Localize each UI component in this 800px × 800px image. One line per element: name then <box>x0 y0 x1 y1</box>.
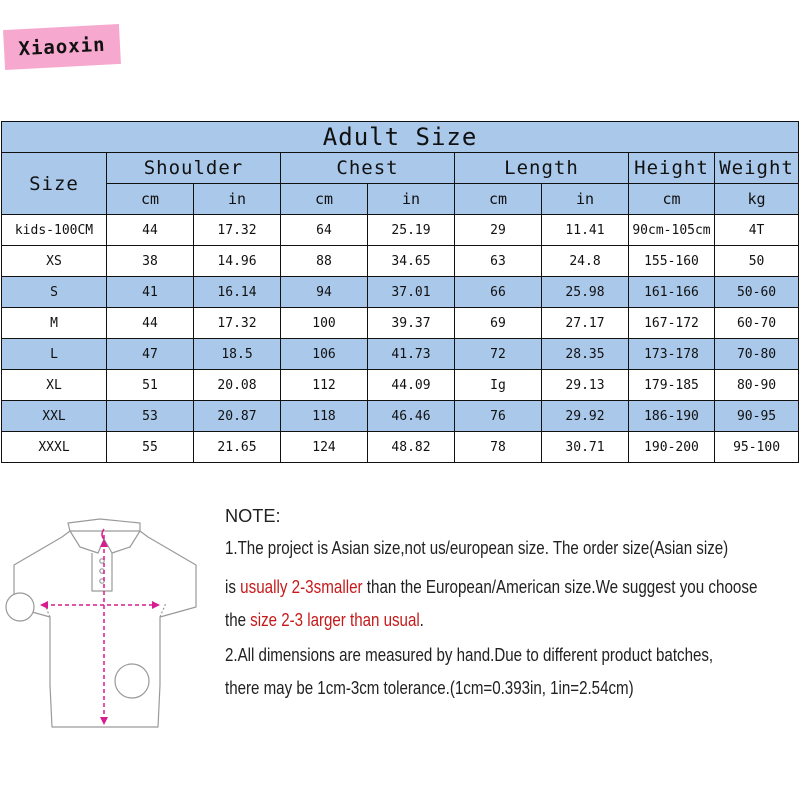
note-line-5: there may be 1cm-3cm tolerance.(1cm=0.393in, 1in=2.54cm) <box>225 678 634 698</box>
table-cell: 161-166 <box>629 277 715 308</box>
table-cell: 28.35 <box>542 339 629 370</box>
table-cell: 24.8 <box>542 246 629 277</box>
table-cell: 63 <box>455 246 542 277</box>
size-label-cell: S <box>2 277 107 308</box>
unit-header: cm <box>629 184 715 215</box>
table-cell: 95-100 <box>715 432 799 463</box>
unit-header: in <box>542 184 629 215</box>
table-cell: 60-70 <box>715 308 799 339</box>
note-line-2 <box>225 577 757 598</box>
table-cell: 186-190 <box>629 401 715 432</box>
brand-logo: Xiaoxin <box>3 24 121 70</box>
unit-header: cm <box>281 184 368 215</box>
note-line-1: 1.The project is Asian size,not us/european size. The order size(Asian size) <box>225 538 729 558</box>
unit-header: kg <box>715 184 799 215</box>
note-highlight-smaller: usually 2-3smaller <box>240 577 363 597</box>
table-cell: 47 <box>107 339 194 370</box>
table-cell: 78 <box>455 432 542 463</box>
table-cell: 27.17 <box>542 308 629 339</box>
table-cell: 16.14 <box>194 277 281 308</box>
unit-header: in <box>368 184 455 215</box>
size-chart-table <box>1 121 799 463</box>
table-cell: 72 <box>455 339 542 370</box>
table-cell: 50-60 <box>715 277 799 308</box>
table-row <box>2 432 799 463</box>
note-heading: NOTE: <box>225 506 281 526</box>
table-cell: 44.09 <box>368 370 455 401</box>
size-label-cell: XS <box>2 246 107 277</box>
table-cell: 20.87 <box>194 401 281 432</box>
table-cell: 55 <box>107 432 194 463</box>
table-cell: 25.98 <box>542 277 629 308</box>
size-label-cell: XXXL <box>2 432 107 463</box>
note-line-2-start: is <box>225 577 241 597</box>
note-line-3-start: the <box>225 610 251 630</box>
table-cell: 155-160 <box>629 246 715 277</box>
table-cell: 14.96 <box>194 246 281 277</box>
table-row <box>2 401 799 432</box>
unit-header: cm <box>455 184 542 215</box>
table-cell: 106 <box>281 339 368 370</box>
table-cell: 51 <box>107 370 194 401</box>
table-cell: 50 <box>715 246 799 277</box>
table-row <box>2 308 799 339</box>
table-cell: 11.41 <box>542 215 629 246</box>
table-cell: 64 <box>281 215 368 246</box>
note-line-3-end: . <box>419 610 424 630</box>
table-cell: 41 <box>107 277 194 308</box>
size-label-cell: M <box>2 308 107 339</box>
table-cell: 100 <box>281 308 368 339</box>
table-cell: 190-200 <box>629 432 715 463</box>
group-header-chest: Chest <box>281 153 455 184</box>
table-row <box>2 339 799 370</box>
group-header-height: Height <box>629 153 715 184</box>
table-cell: 66 <box>455 277 542 308</box>
table-cell: 173-178 <box>629 339 715 370</box>
table-cell: 179-185 <box>629 370 715 401</box>
table-cell: 76 <box>455 401 542 432</box>
table-cell: 44 <box>107 215 194 246</box>
table-cell: 29.92 <box>542 401 629 432</box>
table-cell: 167-172 <box>629 308 715 339</box>
table-cell: 90-95 <box>715 401 799 432</box>
size-label-cell: kids-100CM <box>2 215 107 246</box>
table-cell: 53 <box>107 401 194 432</box>
table-cell: 18.5 <box>194 339 281 370</box>
polo-shirt-icon <box>0 495 220 735</box>
note-line-3 <box>225 610 424 631</box>
table-title: Adult Size <box>2 122 799 153</box>
table-cell: 39.37 <box>368 308 455 339</box>
table-row <box>2 370 799 401</box>
group-header-length: Length <box>455 153 629 184</box>
note-line-4: 2.All dimensions are measured by hand.Due to different product batches, <box>225 645 714 665</box>
table-cell: 70-80 <box>715 339 799 370</box>
table-cell: 46.46 <box>368 401 455 432</box>
table-cell: 20.08 <box>194 370 281 401</box>
table-row <box>2 246 799 277</box>
note-highlight-larger: size 2-3 larger than usual <box>250 610 420 630</box>
group-header-weight: Weight <box>715 153 799 184</box>
table-cell: 124 <box>281 432 368 463</box>
table-cell: Ig <box>455 370 542 401</box>
table-cell: 41.73 <box>368 339 455 370</box>
table-cell: 17.32 <box>194 215 281 246</box>
unit-header: in <box>194 184 281 215</box>
table-cell: 25.19 <box>368 215 455 246</box>
table-cell: 17.32 <box>194 308 281 339</box>
table-cell: 88 <box>281 246 368 277</box>
table-cell: 29 <box>455 215 542 246</box>
table-cell: 4T <box>715 215 799 246</box>
table-cell: 44 <box>107 308 194 339</box>
table-cell: 94 <box>281 277 368 308</box>
table-cell: 29.13 <box>542 370 629 401</box>
table-cell: 118 <box>281 401 368 432</box>
table-row <box>2 277 799 308</box>
table-cell: 112 <box>281 370 368 401</box>
table-cell: 38 <box>107 246 194 277</box>
size-column-header: Size <box>2 153 107 215</box>
size-label-cell: XL <box>2 370 107 401</box>
size-label-cell: XXL <box>2 401 107 432</box>
table-row <box>2 215 799 246</box>
table-cell: 21.65 <box>194 432 281 463</box>
table-cell: 90cm-105cm <box>629 215 715 246</box>
size-label-cell: L <box>2 339 107 370</box>
table-cell: 34.65 <box>368 246 455 277</box>
note-line-2-end: than the European/American size.We suggest you choose <box>362 577 758 597</box>
table-cell: 30.71 <box>542 432 629 463</box>
group-header-shoulder: Shoulder <box>107 153 281 184</box>
unit-header: cm <box>107 184 194 215</box>
table-cell: 48.82 <box>368 432 455 463</box>
table-cell: 69 <box>455 308 542 339</box>
table-cell: 80-90 <box>715 370 799 401</box>
table-cell: 37.01 <box>368 277 455 308</box>
